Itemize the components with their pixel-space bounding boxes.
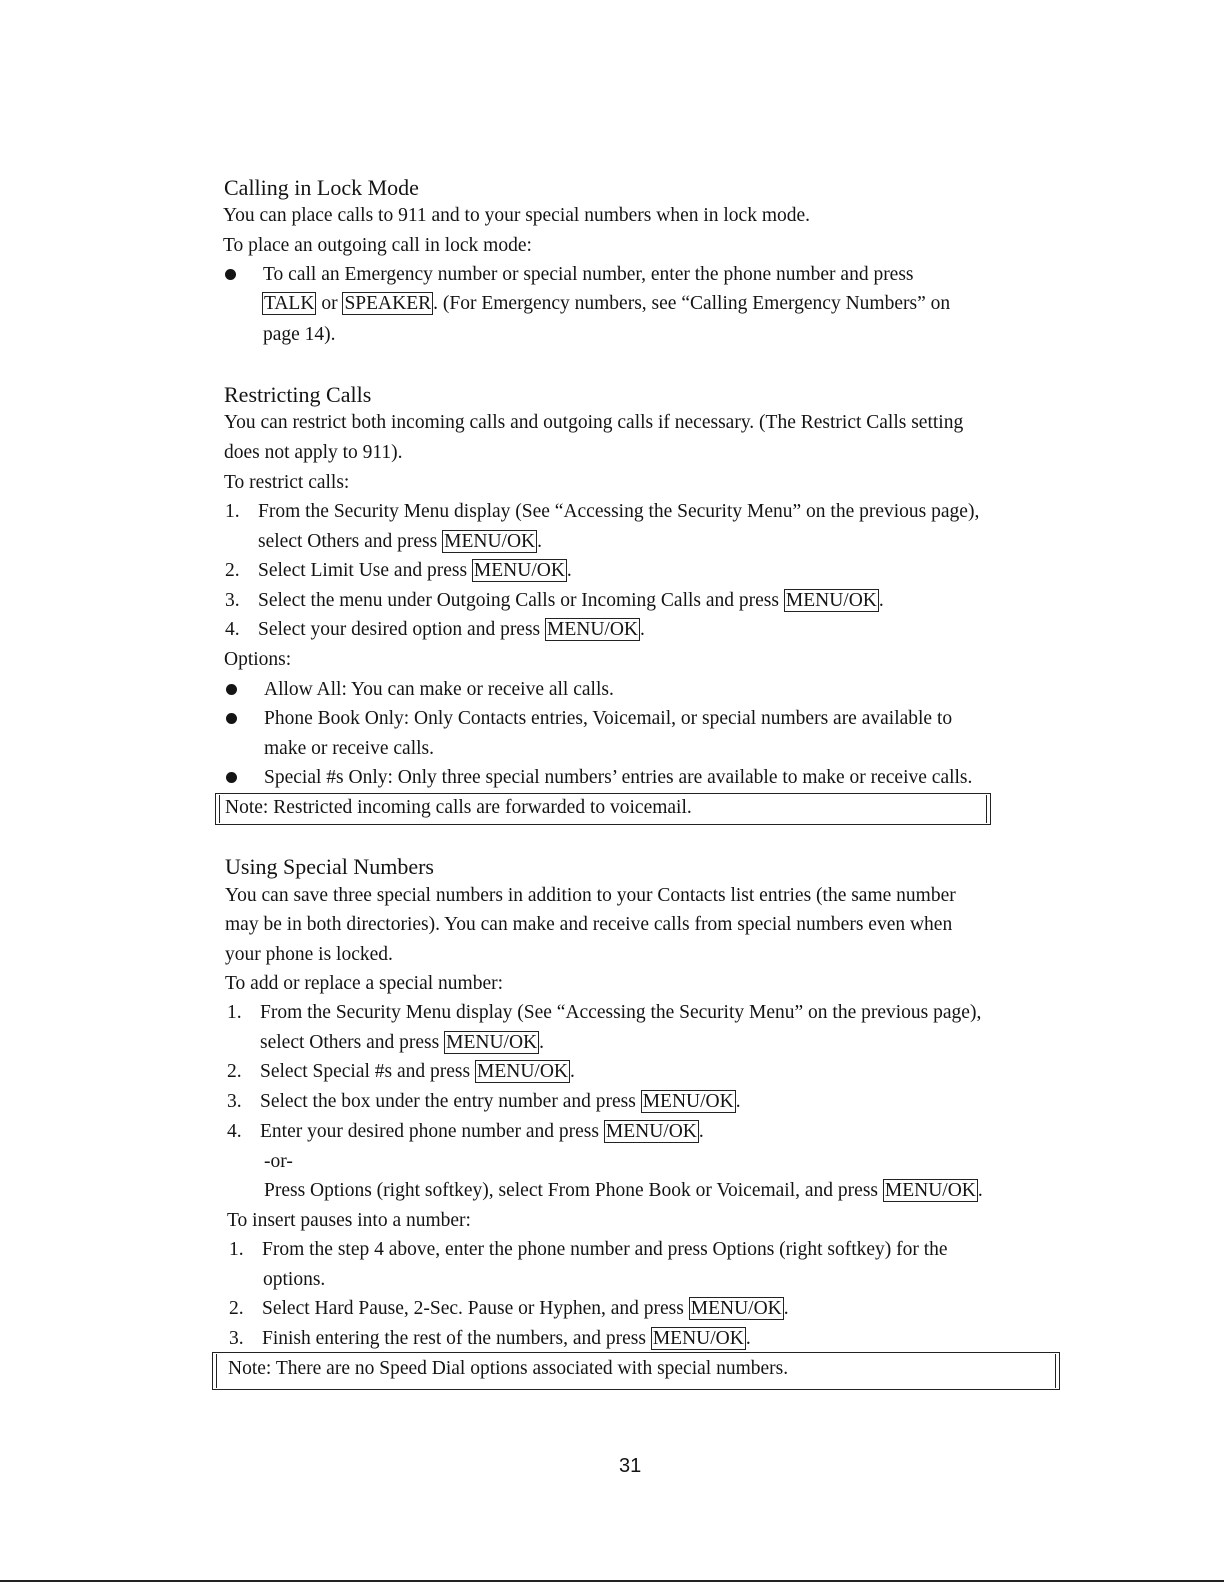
step-text — [260, 1090, 741, 1114]
step-text: Select your desired option and press — [258, 619, 541, 640]
step-text — [262, 1327, 751, 1351]
step-number: 1. — [225, 501, 240, 522]
step-number: 4. — [225, 619, 240, 640]
step-text: From the step 4 above, enter the phone number and press Options (right softkey) for the — [262, 1239, 948, 1260]
page-number: 31 — [619, 1455, 642, 1477]
or-separator: -or- — [264, 1151, 293, 1172]
menu-ok-key-label: MENU/OK — [547, 619, 639, 640]
punctuation: . — [566, 560, 572, 581]
step-number: 1. — [227, 1002, 242, 1023]
bullet-text: To call an Emergency number or special number, enter the phone number and press — [263, 264, 914, 285]
step-text: From the Security Menu display (See “Accessing the Security Menu” on the previous page), — [258, 501, 980, 522]
step-text — [262, 1297, 789, 1321]
step-text: Enter your desired phone number and press — [260, 1121, 599, 1142]
menu-ok-key-label: MENU/OK — [446, 1032, 538, 1053]
menu-ok-key-label: MENU/OK — [477, 1061, 568, 1082]
step-number: 2. — [225, 560, 240, 581]
options-label: Options: — [224, 649, 292, 670]
bullet-icon — [226, 684, 237, 695]
talk-key-label: TALK — [264, 293, 315, 314]
step-number: 4. — [227, 1121, 242, 1142]
paragraph: your phone is locked. — [225, 944, 393, 965]
step-text: Select the menu under Outgoing Calls or Incoming Calls and press — [258, 590, 779, 611]
punctuation: . — [977, 1180, 983, 1201]
step-text: Select Hard Pause, 2-Sec. Pause or Hyphen, and press — [262, 1298, 684, 1319]
step-text: options. — [263, 1269, 326, 1290]
or-text: or — [321, 293, 338, 314]
step-number: 2. — [227, 1061, 242, 1082]
bullet-icon — [226, 713, 237, 724]
step-text: Finish entering the rest of the numbers, and press — [262, 1328, 646, 1349]
punctuation: . — [537, 531, 542, 552]
bottom-edge-divider — [0, 1580, 1224, 1582]
punctuation: . — [570, 1061, 575, 1082]
step-text: Select Special #s and press — [260, 1061, 471, 1082]
paragraph: To restrict calls: — [224, 472, 350, 493]
paragraph: To insert pauses into a number: — [227, 1210, 471, 1231]
step-number: 2. — [229, 1298, 244, 1319]
paragraph: You can save three special numbers in addition to your Contacts list entries (the same number — [225, 885, 956, 906]
punctuation: . — [640, 619, 645, 640]
paragraph: You can place calls to 911 and to your special numbers when in lock mode. — [223, 205, 811, 226]
note-text: Note: There are no Speed Dial options associated with special numbers. — [228, 1358, 789, 1379]
step-text-continued: select Others and press — [260, 1032, 440, 1053]
step-text — [258, 559, 572, 583]
bullet-icon — [226, 772, 237, 783]
option-text: Phone Book Only: Only Contacts entries, Voicemail, or special numbers are available to — [264, 708, 953, 729]
paragraph: To place an outgoing call in lock mode: — [223, 235, 532, 256]
menu-ok-key-label: MENU/OK — [605, 1121, 697, 1142]
step-text — [258, 589, 884, 613]
step-text: From the Security Menu display (See “Accessing the Security Menu” on the previous page), — [260, 1002, 982, 1023]
section-heading-special-numbers: Using Special Numbers — [225, 854, 434, 879]
step-text — [264, 1179, 983, 1203]
step-text — [260, 1120, 704, 1144]
step-text — [260, 1060, 575, 1084]
bullet-text: page 14). — [263, 324, 336, 345]
paragraph: To add or replace a special number: — [225, 973, 504, 994]
bullet-text — [262, 292, 950, 316]
option-text: Allow All: You can make or receive all calls. — [264, 679, 614, 700]
menu-ok-key-label: MENU/OK — [884, 1180, 976, 1201]
step-text — [258, 618, 645, 642]
bullet-icon — [225, 269, 236, 280]
speaker-key-label: SPEAKER — [344, 293, 432, 314]
step-number: 3. — [229, 1328, 244, 1349]
bullet-text-continued: . (For Emergency numbers, see “Calling Emergency Numbers” on — [433, 293, 951, 314]
punctuation: . — [735, 1091, 741, 1112]
step-text: Select Limit Use and press — [258, 560, 468, 581]
paragraph: You can restrict both incoming calls and outgoing calls if necessary. (The Restrict Calls setting — [224, 412, 964, 433]
paragraph: does not apply to 911). — [224, 442, 403, 463]
step-number: 3. — [225, 590, 240, 611]
option-text: make or receive calls. — [264, 738, 434, 759]
step-text — [258, 530, 542, 554]
menu-ok-key-label: MENU/OK — [785, 590, 877, 611]
step-text-continued: select Others and press — [258, 531, 438, 552]
step-text: Select the box under the entry number and press — [260, 1091, 636, 1112]
menu-ok-key-label: MENU/OK — [473, 560, 565, 581]
step-text — [260, 1031, 544, 1055]
step-number: 3. — [227, 1091, 242, 1112]
step-number: 1. — [229, 1239, 244, 1260]
option-text: Special #s Only: Only three special numbers’ entries are available to make or receive calls. — [264, 767, 973, 788]
menu-ok-key-label: MENU/OK — [652, 1328, 744, 1349]
menu-ok-key-label: MENU/OK — [690, 1298, 782, 1319]
punctuation: . — [878, 590, 884, 611]
section-heading-restricting-calls: Restricting Calls — [224, 382, 372, 407]
punctuation: . — [783, 1298, 789, 1319]
menu-ok-key-label: MENU/OK — [444, 531, 536, 552]
step-text: Press Options (right softkey), select From Phone Book or Voicemail, and press — [264, 1180, 879, 1201]
paragraph: may be in both directories). You can make and receive calls from special numbers even when — [225, 914, 953, 935]
note-text: Note: Restricted incoming calls are forwarded to voicemail. — [225, 797, 692, 818]
menu-ok-key-label: MENU/OK — [642, 1091, 734, 1112]
punctuation: . — [745, 1328, 751, 1349]
section-heading-lock-mode: Calling in Lock Mode — [224, 175, 419, 200]
punctuation: . — [698, 1121, 704, 1142]
punctuation: . — [539, 1032, 544, 1053]
